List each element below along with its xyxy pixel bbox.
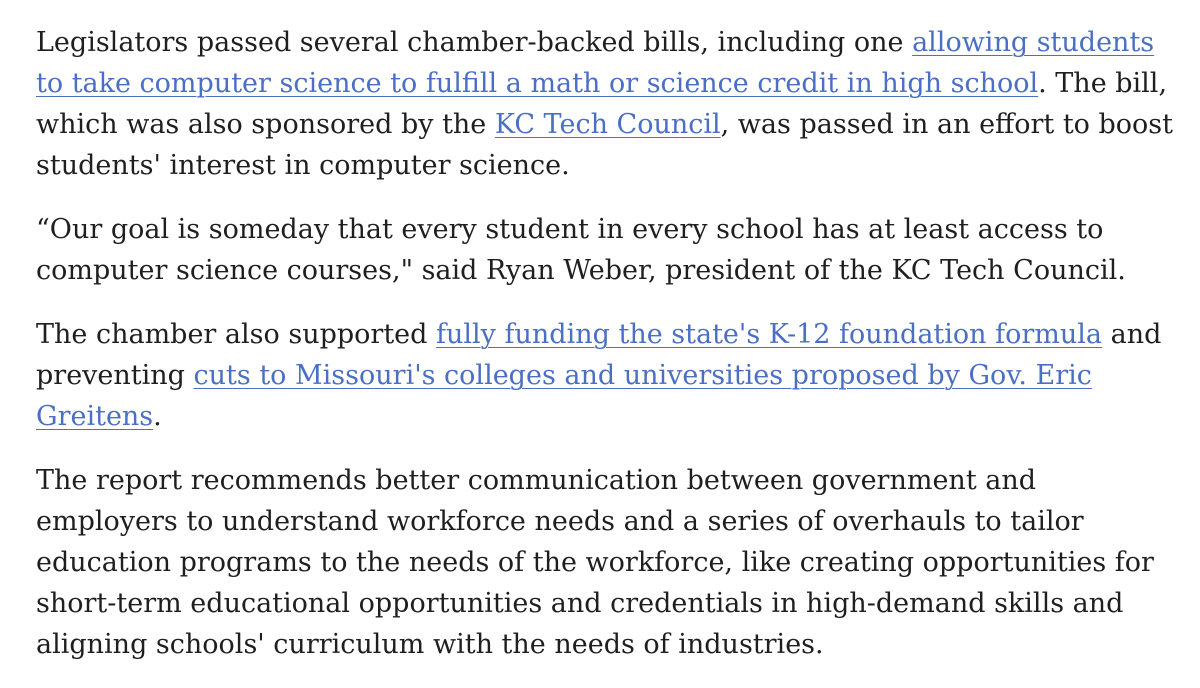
text-segment: , was passed in an effort to boost students' interest in computer science.: [36, 109, 1174, 181]
paragraph-chamber-bills: [36, 22, 1176, 186]
paragraph-quote: [36, 209, 1176, 291]
text-segment: . The bill, which was also sponsored by the: [36, 68, 1168, 140]
link-missouri-college-cuts[interactable]: cuts to Missouri's colleges and universities proposed by Gov. Eric Greitens: [36, 360, 1092, 432]
text-segment: and preventing: [36, 319, 1162, 391]
link-computer-science-credit[interactable]: allowing students to take computer science to fulfill a math or science credit in high school: [36, 27, 1155, 99]
text-segment: The report recommends better communication between government and employers to understand workforce needs and a series of overhauls to tailor education programs to the needs of the workforce, like creating opportunities for short-term educational opportunities and credentials in high-demand skills and aligning schools' curriculum with the needs of industries.: [36, 465, 1154, 660]
text-segment: Legislators passed several chamber-backed bills, including one: [36, 27, 913, 58]
text-segment: .: [153, 401, 162, 432]
link-k12-foundation-formula[interactable]: fully funding the state's K-12 foundation formula: [436, 319, 1103, 350]
text-segment: The chamber also supported: [36, 319, 437, 350]
quote-text: “Our goal is someday that every student in every school has at least access to computer science courses," said Ryan Weber, president of the KC Tech Council.: [36, 214, 1126, 286]
link-kc-tech-council[interactable]: KC Tech Council: [494, 109, 721, 140]
paragraph-chamber-support: [36, 314, 1176, 437]
article-body: [36, 22, 1176, 688]
paragraph-report-recommendations: [36, 460, 1176, 665]
